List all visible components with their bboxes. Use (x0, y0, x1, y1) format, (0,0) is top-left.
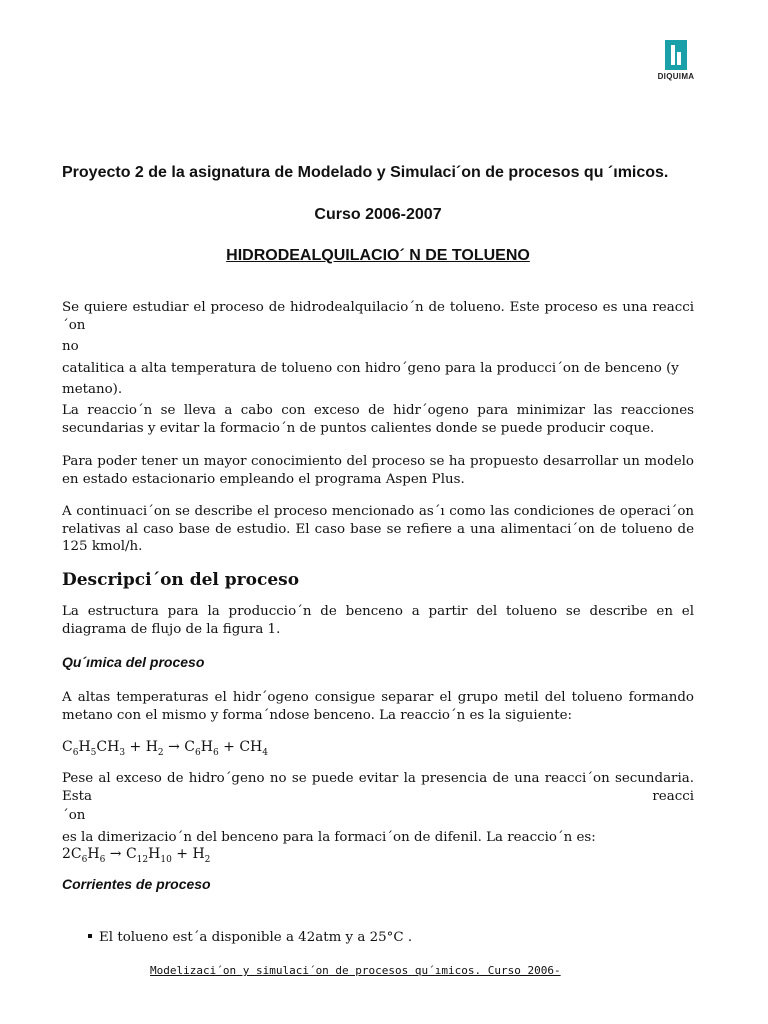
subheading-process-streams: Corrientes de proceso (62, 876, 211, 892)
secondary-line-3: es la dimerizacio´n del benceno para la formaci´on de difenil. La reaccio´n es: (62, 829, 596, 845)
paragraph-high-temperatures: A altas temperaturas el hidr´ogeno consigue separar el grupo metil del tolueno formando metano con el mismo y forma´ndose benceno. La reaccio´n es la siguiente: (62, 690, 694, 723)
secondary-line-2: ´on (62, 808, 86, 823)
equation-dimerization: $2C_6H_6 \to C_{12}H_{10} + H_2$ (62, 846, 211, 865)
secondary-line-1: Pese al exceso de hidro´geno no se puede evitar la presencia de una reacci´on secundaria. Esta reacci (62, 771, 694, 804)
main-heading: HIDRODEALQUILACIO´ N DE TOLUENO (226, 247, 530, 264)
paragraph-flow-diagram: La estructura para la produccio´n de benceno a partir del tolueno se describe en el diagrama de flujo de la figura 1. (62, 604, 694, 637)
intro-line-2: no (62, 339, 79, 354)
document-title: Proyecto 2 de la asignatura de Modelado y Simulaci´on de procesos qu ´ımicos. (62, 164, 669, 181)
intro-paragraph (62, 299, 694, 399)
paragraph-reaction-excess: La reaccio´n se lleva a cabo con exceso de hidr´ogeno para minimizar las reacciones secundarias y evitar la formacio´n de puntos calientes donde se puede producir coque. (62, 403, 694, 436)
paragraph-base-case: A continuaci´on se describe el proceso mencionado as´ı como las condiciones de operaci´on relativas al caso base de estudio. El caso base se refiere a una alimentaci´on de tolueno de 125 kmol/h. (62, 504, 694, 554)
intro-line-1: Se quiere estudiar el proceso de hidrodealquilacio´n de tolueno. Este proceso es una reacci´on (62, 300, 694, 333)
section-heading-process-description: Descripci´on del proceso (62, 570, 300, 590)
list-item (88, 930, 412, 945)
page-footer: Modelizaci´on y simulaci´on de procesos qu´ımicos. Curso 2006- (150, 964, 561, 977)
paragraph-secondary-reaction (62, 770, 694, 846)
intro-line-3: catalitica a alta temperatura de tolueno con hidro´geno para la producci´on de benceno (y (62, 360, 679, 376)
list-item-text: El tolueno est´a disponible a 42atm y a 25°C . (99, 930, 413, 945)
course-year: Curso 2006-2007 (314, 206, 442, 223)
logo-text: DIQUIMA (657, 72, 695, 81)
equation-main-reaction: $C_6H_5CH_3 + H_2 \to C_6H_6 + CH_4$ (62, 739, 268, 758)
diquima-logo (650, 40, 702, 81)
subheading-process-chemistry: Qu´ımica del proceso (62, 654, 205, 670)
intro-line-4: metano). (62, 382, 123, 397)
paragraph-model: Para poder tener un mayor conocimiento del proceso se ha propuesto desarrollar un modelo en estado estacionario empleando el programa Aspen Plus. (62, 454, 694, 487)
bullet-icon (88, 934, 92, 938)
diquima-logo-icon (665, 40, 687, 70)
